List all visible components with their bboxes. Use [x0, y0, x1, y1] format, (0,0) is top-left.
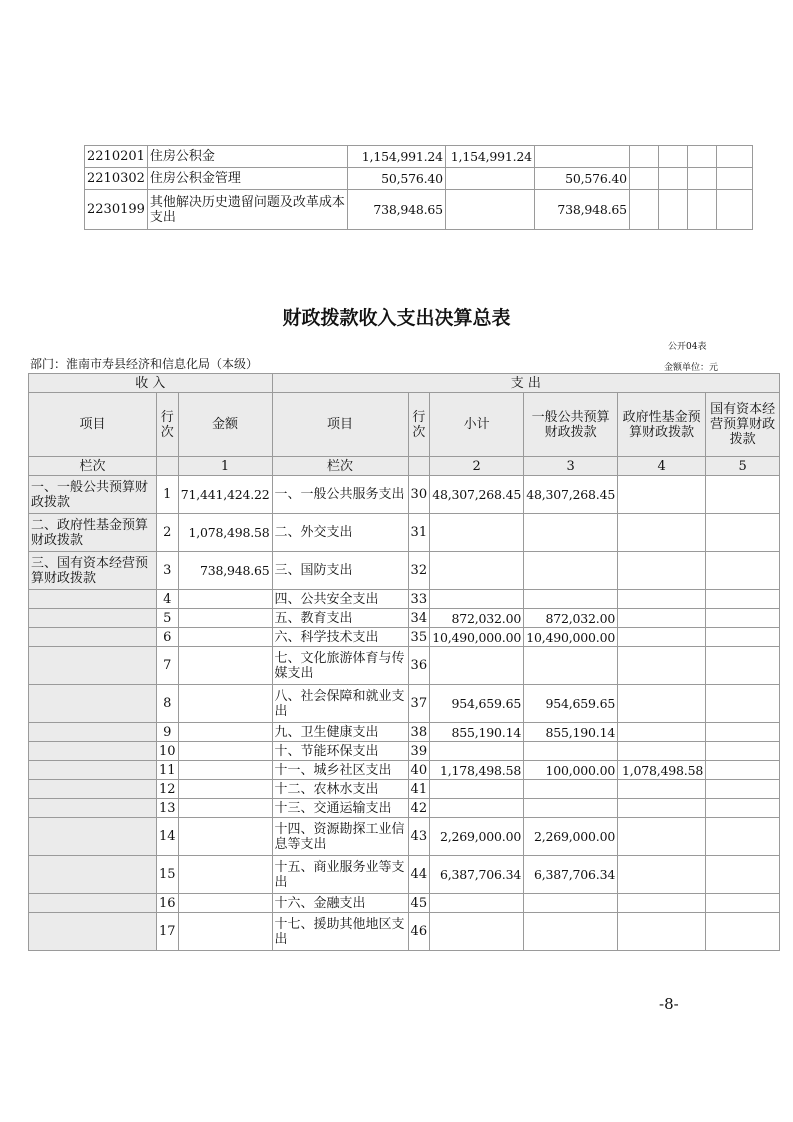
column-3: 3 — [524, 457, 618, 476]
expense-item-header: 项目 — [272, 393, 408, 457]
column-no-label: 栏次 — [272, 457, 408, 476]
expense-row-number: 41 — [408, 780, 430, 799]
expense-row-number: 46 — [408, 913, 430, 951]
income-item — [29, 647, 157, 685]
total-amount: 1,154,991.24 — [347, 146, 445, 168]
expense-item: 十四、资源勘探工业信息等支出 — [272, 818, 408, 856]
header-row-columns — [29, 393, 780, 457]
item-name: 其他解决历史遗留问题及改革成本支出 — [147, 190, 347, 230]
income-row-number: 14 — [157, 818, 179, 856]
income-item — [29, 894, 157, 913]
table-row — [29, 609, 780, 628]
column-number-row — [29, 457, 780, 476]
project-amount — [534, 146, 629, 168]
empty-cell — [716, 168, 752, 190]
state-capital-amount — [706, 609, 780, 628]
subtotal-amount: 2,269,000.00 — [430, 818, 524, 856]
empty-cell — [716, 146, 752, 168]
subtotal-amount — [430, 742, 524, 761]
general-budget-amount — [524, 742, 618, 761]
gov-fund-amount — [618, 723, 706, 742]
general-budget-amount — [524, 913, 618, 951]
state-capital-amount — [706, 647, 780, 685]
income-item — [29, 780, 157, 799]
project-amount: 50,576.40 — [534, 168, 629, 190]
income-amount — [178, 894, 272, 913]
expense-row-number: 39 — [408, 742, 430, 761]
income-rowno-header: 行次 — [157, 393, 179, 457]
expense-item: 五、教育支出 — [272, 609, 408, 628]
income-amount — [178, 685, 272, 723]
gov-fund-amount — [618, 476, 706, 514]
subtotal-amount — [430, 913, 524, 951]
income-header: 收 入 — [29, 374, 273, 393]
item-name: 住房公积金管理 — [147, 168, 347, 190]
income-row-number: 3 — [157, 552, 179, 590]
expense-row-number: 43 — [408, 818, 430, 856]
income-item: 三、国有资本经营预算财政拨款 — [29, 552, 157, 590]
general-budget-amount: 872,032.00 — [524, 609, 618, 628]
general-budget-amount: 6,387,706.34 — [524, 856, 618, 894]
income-amount — [178, 856, 272, 894]
table-row — [29, 818, 780, 856]
income-row-number: 1 — [157, 476, 179, 514]
table-row — [29, 742, 780, 761]
income-item — [29, 723, 157, 742]
table-row — [29, 552, 780, 590]
state-capital-amount — [706, 590, 780, 609]
table-code: 公开04表 — [668, 342, 707, 352]
income-row-number: 8 — [157, 685, 179, 723]
income-item — [29, 609, 157, 628]
expense-rowno-header: 行次 — [408, 393, 430, 457]
general-budget-amount — [524, 590, 618, 609]
expense-item: 九、卫生健康支出 — [272, 723, 408, 742]
gov-fund-amount — [618, 609, 706, 628]
income-amount — [178, 647, 272, 685]
general-budget-amount — [524, 647, 618, 685]
gov-fund-header: 政府性基金预算财政拨款 — [618, 393, 706, 457]
income-row-number: 4 — [157, 590, 179, 609]
gov-fund-amount — [618, 628, 706, 647]
income-item — [29, 799, 157, 818]
state-capital-amount — [706, 628, 780, 647]
state-capital-amount — [706, 913, 780, 951]
total-amount: 50,576.40 — [347, 168, 445, 190]
gov-fund-amount — [618, 552, 706, 590]
subtotal-amount — [430, 894, 524, 913]
state-capital-amount — [706, 514, 780, 552]
subtotal-amount — [430, 780, 524, 799]
income-item — [29, 685, 157, 723]
empty-cell — [687, 168, 716, 190]
general-budget-amount — [524, 514, 618, 552]
income-row-number: 7 — [157, 647, 179, 685]
classification-code: 2210302 — [85, 168, 148, 190]
income-item — [29, 590, 157, 609]
project-amount: 738,948.65 — [534, 190, 629, 230]
expense-item: 八、社会保障和就业支出 — [272, 685, 408, 723]
subtotal-amount: 872,032.00 — [430, 609, 524, 628]
expense-row-number: 33 — [408, 590, 430, 609]
expense-item: 四、公共安全支出 — [272, 590, 408, 609]
expense-item: 一、一般公共服务支出 — [272, 476, 408, 514]
expense-row-number: 37 — [408, 685, 430, 723]
page-title: 财政拨款收入支出决算总表 — [282, 307, 511, 329]
state-capital-amount — [706, 552, 780, 590]
gov-fund-amount: 1,078,498.58 — [618, 761, 706, 780]
subtotal-amount — [430, 799, 524, 818]
empty-cell — [658, 146, 687, 168]
gov-fund-amount — [618, 780, 706, 799]
subtotal-amount: 1,178,498.58 — [430, 761, 524, 780]
income-amount: 71,441,424.22 — [178, 476, 272, 514]
previous-table-continuation — [84, 145, 753, 230]
empty-cell — [687, 146, 716, 168]
income-amount — [178, 590, 272, 609]
general-budget-amount: 2,269,000.00 — [524, 818, 618, 856]
expense-item: 二、外交支出 — [272, 514, 408, 552]
expense-item: 七、文化旅游体育与传媒支出 — [272, 647, 408, 685]
state-capital-amount — [706, 780, 780, 799]
subtotal-amount — [430, 590, 524, 609]
general-budget-amount: 100,000.00 — [524, 761, 618, 780]
fiscal-summary-table — [28, 373, 780, 951]
income-row-number: 5 — [157, 609, 179, 628]
table-row — [29, 761, 780, 780]
table-row — [29, 856, 780, 894]
column-4: 4 — [618, 457, 706, 476]
empty-cell — [658, 190, 687, 230]
subtotal-amount: 855,190.14 — [430, 723, 524, 742]
item-name: 住房公积金 — [147, 146, 347, 168]
state-capital-amount — [706, 723, 780, 742]
income-item-header: 项目 — [29, 393, 157, 457]
state-capital-amount — [706, 894, 780, 913]
general-budget-header: 一般公共预算财政拨款 — [524, 393, 618, 457]
income-row-number: 16 — [157, 894, 179, 913]
table-row — [85, 190, 753, 230]
subtotal-amount: 6,387,706.34 — [430, 856, 524, 894]
basic-amount: 1,154,991.24 — [445, 146, 534, 168]
general-budget-amount: 48,307,268.45 — [524, 476, 618, 514]
expense-row-number: 30 — [408, 476, 430, 514]
income-amount — [178, 628, 272, 647]
table-row — [29, 799, 780, 818]
income-item — [29, 628, 157, 647]
table-row — [29, 514, 780, 552]
income-amount: 1,078,498.58 — [178, 514, 272, 552]
table-row — [85, 168, 753, 190]
income-row-number: 6 — [157, 628, 179, 647]
header-row-sections — [29, 374, 780, 393]
general-budget-amount — [524, 552, 618, 590]
empty-cell — [658, 168, 687, 190]
empty-cell — [629, 168, 658, 190]
general-budget-amount: 10,490,000.00 — [524, 628, 618, 647]
empty-cell — [629, 190, 658, 230]
income-item — [29, 856, 157, 894]
income-row-number: 12 — [157, 780, 179, 799]
expense-item: 十六、金融支出 — [272, 894, 408, 913]
income-amount — [178, 609, 272, 628]
table-row — [29, 894, 780, 913]
state-capital-amount — [706, 818, 780, 856]
gov-fund-amount — [618, 590, 706, 609]
income-row-number: 15 — [157, 856, 179, 894]
state-capital-amount — [706, 799, 780, 818]
total-amount: 738,948.65 — [347, 190, 445, 230]
table-row — [85, 146, 753, 168]
table-row — [29, 628, 780, 647]
table-row — [29, 647, 780, 685]
column-2: 2 — [430, 457, 524, 476]
page-number: -8- — [659, 995, 679, 1013]
gov-fund-amount — [618, 799, 706, 818]
income-amount: 738,948.65 — [178, 552, 272, 590]
column-5: 5 — [706, 457, 780, 476]
income-amount — [178, 723, 272, 742]
empty-cell — [629, 146, 658, 168]
classification-code: 2230199 — [85, 190, 148, 230]
gov-fund-amount — [618, 894, 706, 913]
state-capital-amount — [706, 742, 780, 761]
subtotal-amount — [430, 514, 524, 552]
expense-row-number: 32 — [408, 552, 430, 590]
subtotal-amount: 954,659.65 — [430, 685, 524, 723]
state-capital-amount — [706, 761, 780, 780]
income-row-number: 10 — [157, 742, 179, 761]
income-amount — [178, 761, 272, 780]
expense-row-number: 42 — [408, 799, 430, 818]
empty-cell — [687, 190, 716, 230]
expense-row-number: 31 — [408, 514, 430, 552]
income-item: 一、一般公共预算财政拨款 — [29, 476, 157, 514]
income-amount — [178, 780, 272, 799]
income-row-number: 9 — [157, 723, 179, 742]
income-item — [29, 913, 157, 951]
state-capital-amount — [706, 856, 780, 894]
subtotal-header: 小计 — [430, 393, 524, 457]
classification-code: 2210201 — [85, 146, 148, 168]
income-amount — [178, 913, 272, 951]
income-row-number: 13 — [157, 799, 179, 818]
gov-fund-amount — [618, 685, 706, 723]
basic-amount — [445, 190, 534, 230]
expense-item: 六、科学技术支出 — [272, 628, 408, 647]
empty-cell — [716, 190, 752, 230]
subtotal-amount — [430, 552, 524, 590]
state-capital-header: 国有资本经营预算财政拨款 — [706, 393, 780, 457]
expense-row-number: 34 — [408, 609, 430, 628]
table-row — [29, 780, 780, 799]
gov-fund-amount — [618, 647, 706, 685]
income-item — [29, 818, 157, 856]
basic-amount — [445, 168, 534, 190]
expense-row-number: 40 — [408, 761, 430, 780]
gov-fund-amount — [618, 514, 706, 552]
expense-header: 支 出 — [272, 374, 780, 393]
table-row — [29, 476, 780, 514]
gov-fund-amount — [618, 742, 706, 761]
expense-item: 十、节能环保支出 — [272, 742, 408, 761]
table-row — [29, 590, 780, 609]
currency-unit: 金额单位：元 — [664, 363, 719, 373]
income-amount — [178, 818, 272, 856]
subtotal-amount: 48,307,268.45 — [430, 476, 524, 514]
income-item — [29, 761, 157, 780]
expense-row-number: 36 — [408, 647, 430, 685]
expense-row-number: 44 — [408, 856, 430, 894]
table-row — [29, 723, 780, 742]
expense-item: 三、国防支出 — [272, 552, 408, 590]
column-1: 1 — [178, 457, 272, 476]
expense-item: 十五、商业服务业等支出 — [272, 856, 408, 894]
income-amount-header: 金额 — [178, 393, 272, 457]
department-label: 部门：淮南市寿县经济和信息化局（本级） — [30, 357, 259, 371]
gov-fund-amount — [618, 856, 706, 894]
subtotal-amount — [430, 647, 524, 685]
general-budget-amount: 954,659.65 — [524, 685, 618, 723]
income-row-number: 2 — [157, 514, 179, 552]
income-item — [29, 742, 157, 761]
column-no-label: 栏次 — [29, 457, 157, 476]
gov-fund-amount — [618, 913, 706, 951]
expense-row-number: 45 — [408, 894, 430, 913]
expense-item: 十二、农林水支出 — [272, 780, 408, 799]
gov-fund-amount — [618, 818, 706, 856]
general-budget-amount — [524, 799, 618, 818]
expense-row-number: 35 — [408, 628, 430, 647]
expense-item: 十一、城乡社区支出 — [272, 761, 408, 780]
expense-row-number: 38 — [408, 723, 430, 742]
income-row-number: 17 — [157, 913, 179, 951]
income-row-number: 11 — [157, 761, 179, 780]
general-budget-amount — [524, 780, 618, 799]
table-row — [29, 685, 780, 723]
income-amount — [178, 742, 272, 761]
expense-item: 十三、交通运输支出 — [272, 799, 408, 818]
general-budget-amount: 855,190.14 — [524, 723, 618, 742]
subtotal-amount: 10,490,000.00 — [430, 628, 524, 647]
expense-item: 十七、援助其他地区支出 — [272, 913, 408, 951]
income-item: 二、政府性基金预算财政拨款 — [29, 514, 157, 552]
state-capital-amount — [706, 685, 780, 723]
general-budget-amount — [524, 894, 618, 913]
table-row — [29, 913, 780, 951]
state-capital-amount — [706, 476, 780, 514]
income-amount — [178, 799, 272, 818]
